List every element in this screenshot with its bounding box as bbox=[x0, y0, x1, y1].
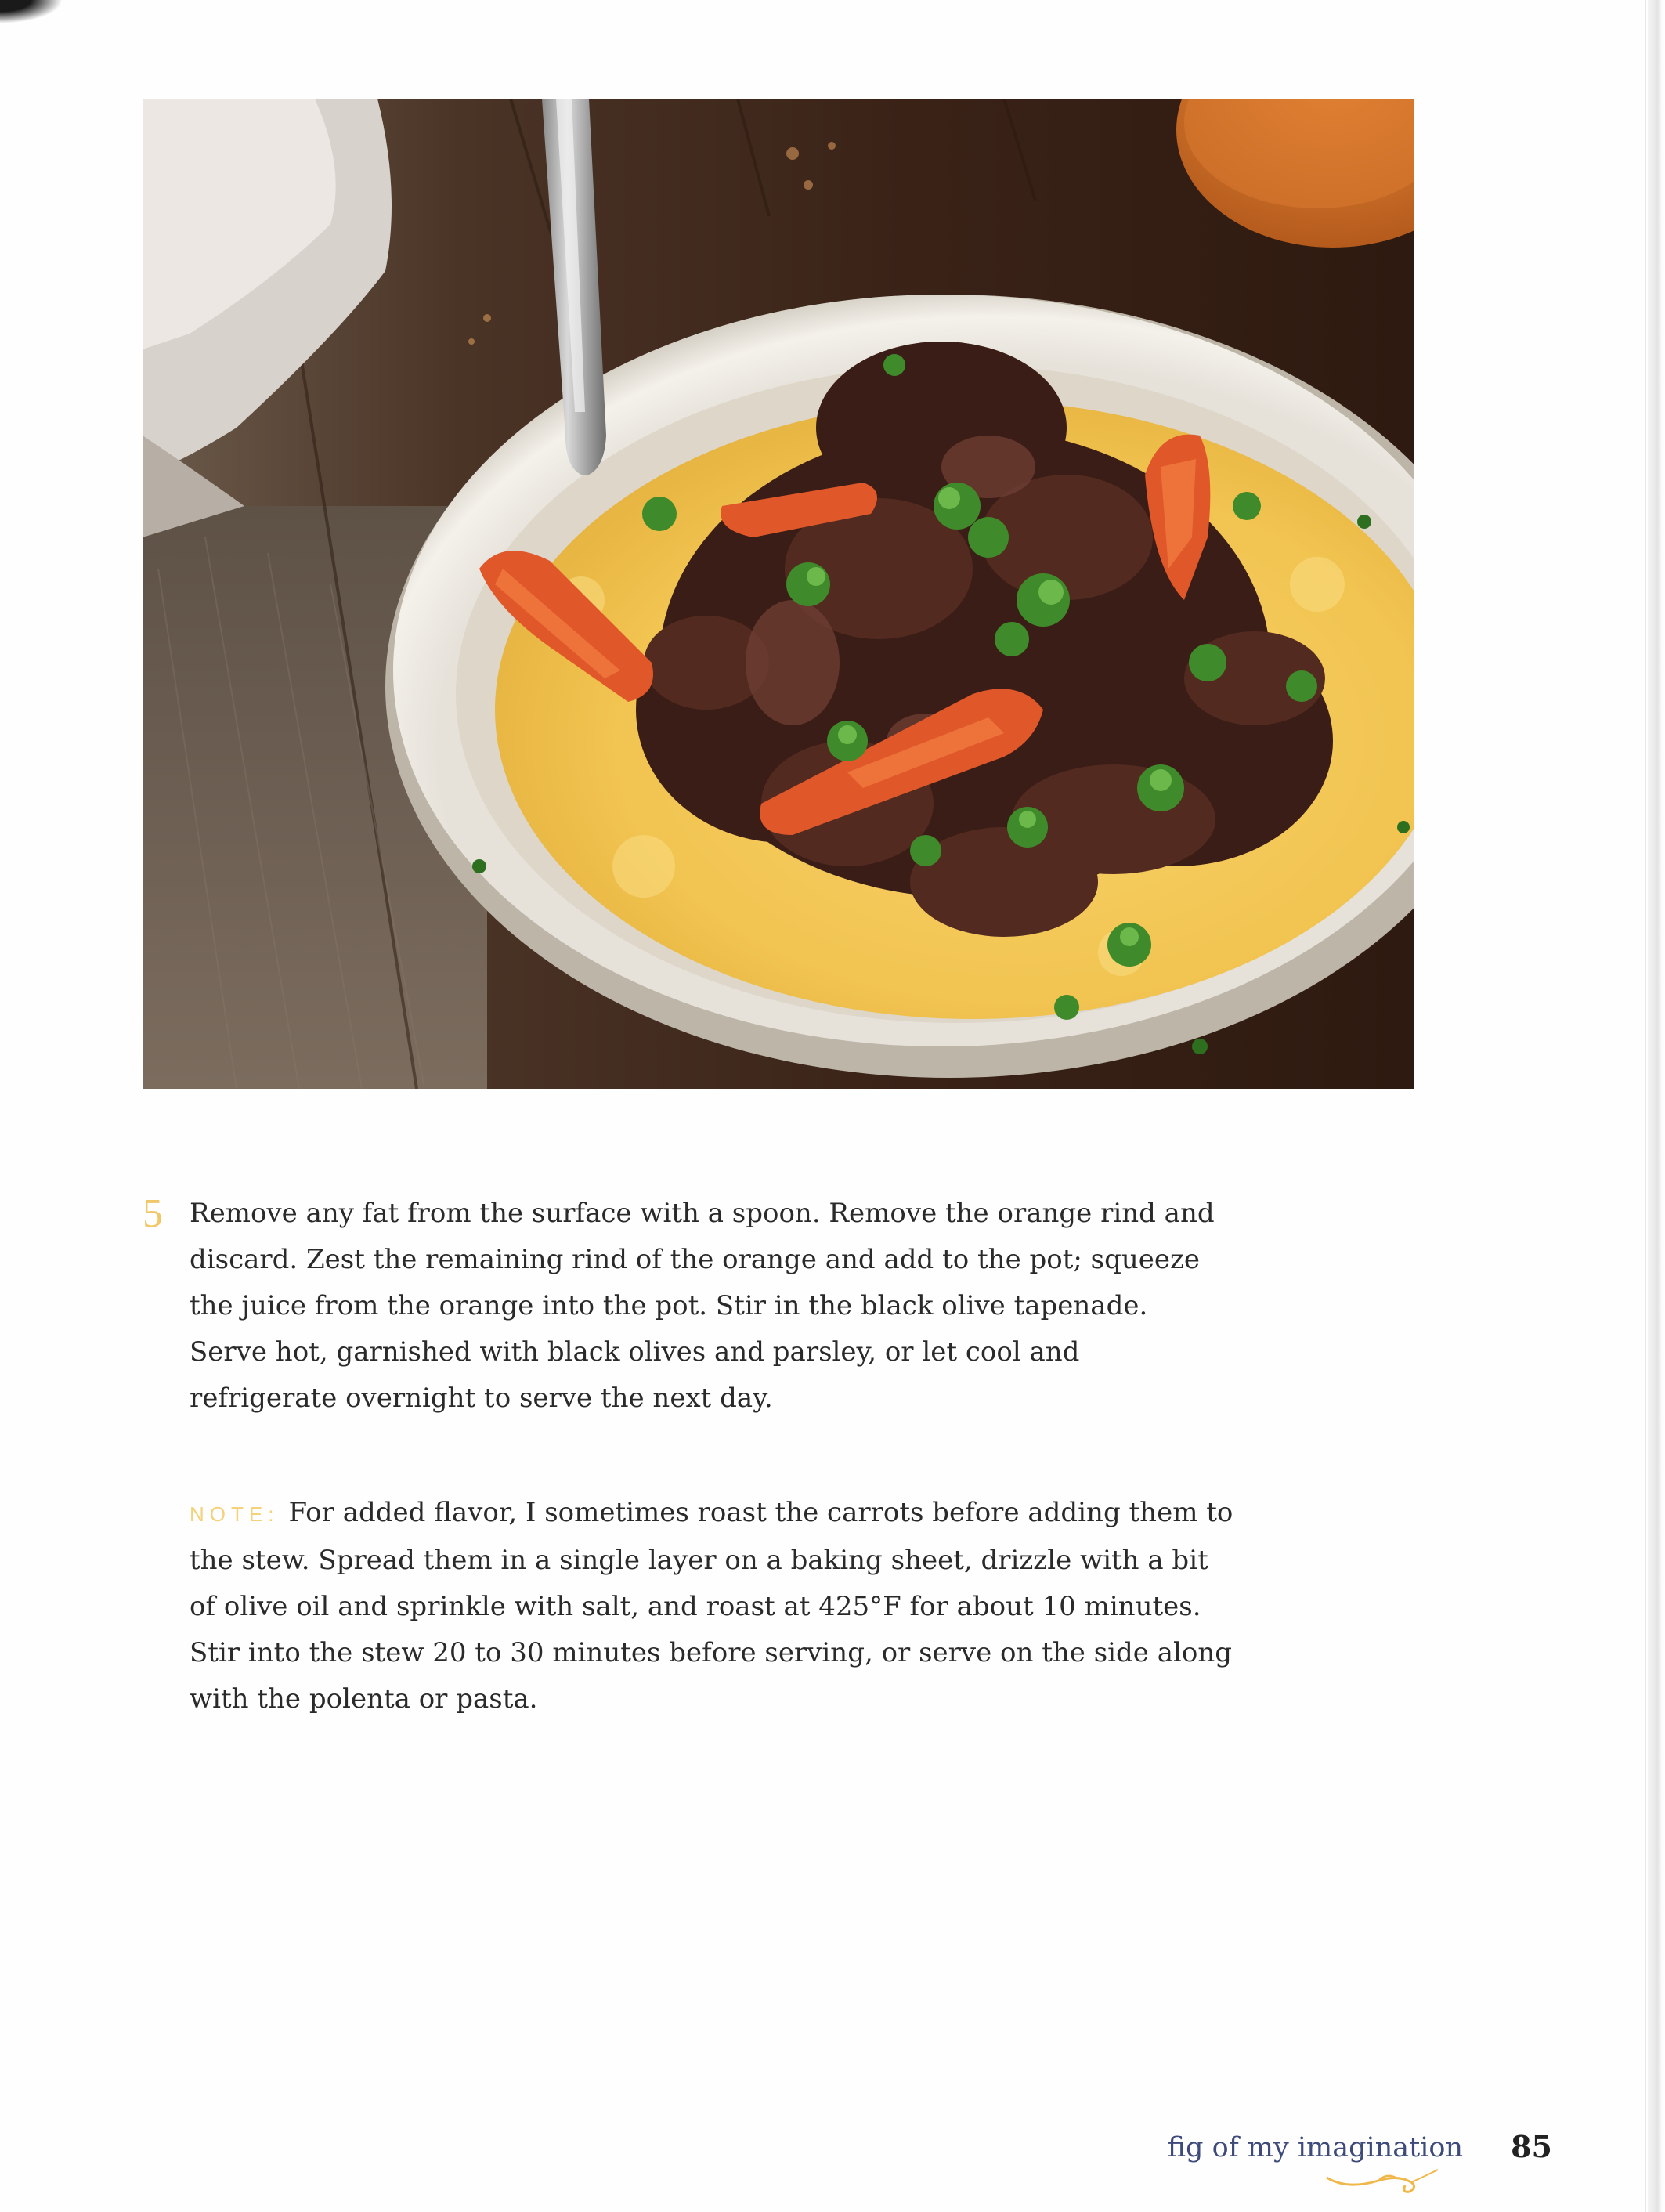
recipe-note bbox=[190, 1490, 1239, 1722]
section-title: fig of my imagination bbox=[1167, 2132, 1463, 2163]
scan-spine-line bbox=[1645, 0, 1646, 2212]
note-label: NOTE: bbox=[190, 1502, 280, 1526]
page-footer bbox=[1018, 2129, 1566, 2195]
scan-corner-shadow bbox=[0, 0, 63, 23]
flourish-ornament-icon bbox=[1324, 2167, 1441, 2195]
recipe-step bbox=[143, 1191, 1239, 1422]
step-text: Remove any fat from the surface with a spoon. Remove the orange rind and discard. Zest the remaining rind of the orange and add to the pot; squeeze the juice from the orange into the pot. Stir in the black olive tapenade. Serve hot, garnished with black olives and parsley, or let cool and refrigerate overnight to serve the next day. bbox=[190, 1198, 1215, 1414]
step-number: 5 bbox=[143, 1191, 163, 1236]
page-number: 85 bbox=[1511, 2129, 1552, 2164]
note-text: For added flavor, I sometimes roast the carrots before adding them to the stew. Spread them in a single layer on a baking sheet, drizzle with a bit of olive oil and sprinkle with salt, and roast at 425°F for about 10 minutes. Stir into the stew 20 to 30 minutes before serving, or serve on the side along with the polenta or pasta. bbox=[190, 1497, 1233, 1715]
scan-spine-edge bbox=[1648, 0, 1665, 2212]
food-photo bbox=[143, 99, 1414, 1089]
